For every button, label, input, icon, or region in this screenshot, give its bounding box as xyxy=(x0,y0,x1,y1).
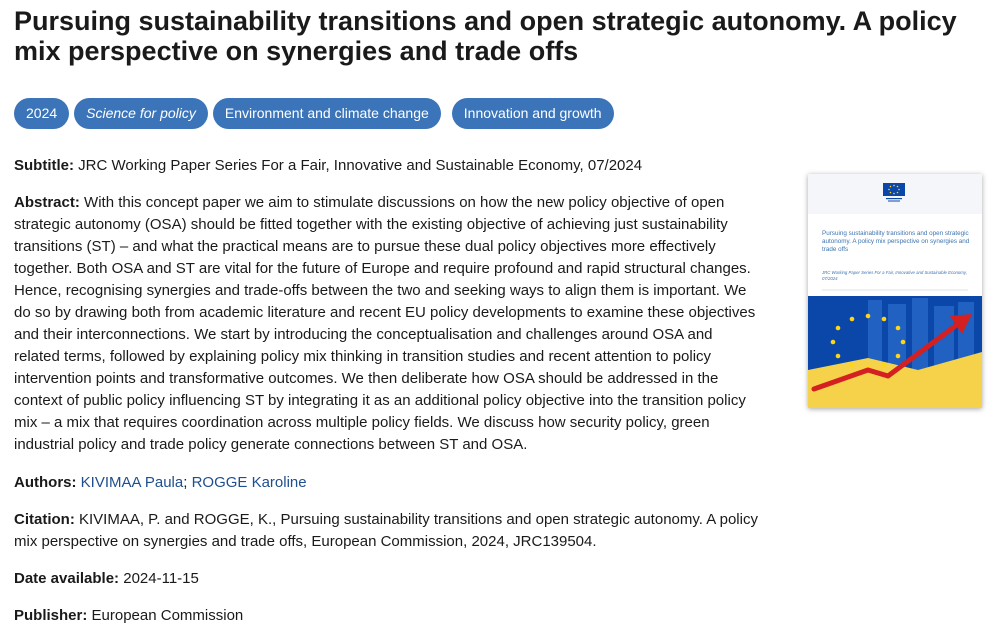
authors-label: Authors: xyxy=(14,474,77,491)
citation-field xyxy=(14,509,759,553)
european-commission-logo-icon xyxy=(879,181,909,203)
subtitle-field xyxy=(14,155,759,177)
authors-field xyxy=(14,472,759,494)
abstract-text: With this concept paper we aim to stimulate discussions on how the new policy objective of open strategic autonomy (OSA) should be fitted together with the existing objective of achieving just sustainability transitions (ST) – and what the practical means are to pursue these dual policy objectives more effectively together. Both OSA and ST are vital for the future of Europe and require profound and rapid structural changes. Hence, recognising synergies and trade-offs between the two and seeking ways to align them is important. We do so by drawing both from academic literature and recent EU policy developments to examine these objectives and their interconnections. We start by introducing the conceptualisation and challenges around OSA and related terms, followed by explaining policy mix thinking in transition studies and recent attention to policy intervention points and transformative outcomes. We then deliberate how OSA should be addressed in the context of public policy influencing ST by integrating it as an additional policy objective into the transition policy mix – a mix that requires coordination across multiple policy fields. We discuss how security policy, green industrial policy and trade policy generate connections between ST and OSA. xyxy=(14,194,756,453)
citation-text: KIVIMAA, P. and ROGGE, K., Pursuing sustainability transitions and open strategic autonomy. A policy mix perspective on synergies and trade offs, European Commission, 2024, JRC139504. xyxy=(14,511,758,550)
abstract-label: Abstract: xyxy=(14,194,80,211)
cover-subtitle: JRC Working Paper Series For a Fair, Innovative and Sustainable Economy, 07/2024 xyxy=(822,270,967,281)
date-available-value: 2024-11-15 xyxy=(123,570,199,587)
author-link-rogge[interactable]: ROGGE Karoline xyxy=(191,474,307,491)
tag-environment-climate[interactable]: Environment and climate change xyxy=(213,98,441,129)
report-cover-image[interactable] xyxy=(808,174,982,408)
publisher-label: Publisher: xyxy=(14,607,88,624)
publisher-value: European Commission xyxy=(91,607,244,624)
authors-separator: ; xyxy=(183,474,188,491)
tag-science-for-policy[interactable]: Science for policy xyxy=(74,98,208,129)
publisher-field xyxy=(14,605,759,627)
date-available-field xyxy=(14,568,759,590)
tag-innovation-growth[interactable]: Innovation and growth xyxy=(452,98,614,129)
tag-list xyxy=(14,98,614,129)
date-available-label: Date available: xyxy=(14,570,120,587)
cover-artwork xyxy=(808,174,982,408)
author-link-kivimaa[interactable]: KIVIMAA Paula xyxy=(80,474,184,491)
page-title: Pursuing sustainability transitions and open strategic autonomy. A policy mix perspective on synergies and trade offs xyxy=(14,6,957,66)
subtitle-label: Subtitle: xyxy=(14,157,74,174)
cover-title: Pursuing sustainability transitions and open strategic autonomy. A policy mix perspective on synergies and trade offs xyxy=(822,230,970,253)
citation-label: Citation: xyxy=(14,511,75,528)
subtitle-value: JRC Working Paper Series For a Fair, Innovative and Sustainable Economy, 07/2024 xyxy=(78,157,643,174)
abstract-field xyxy=(14,192,759,456)
tag-year[interactable]: 2024 xyxy=(14,98,69,129)
